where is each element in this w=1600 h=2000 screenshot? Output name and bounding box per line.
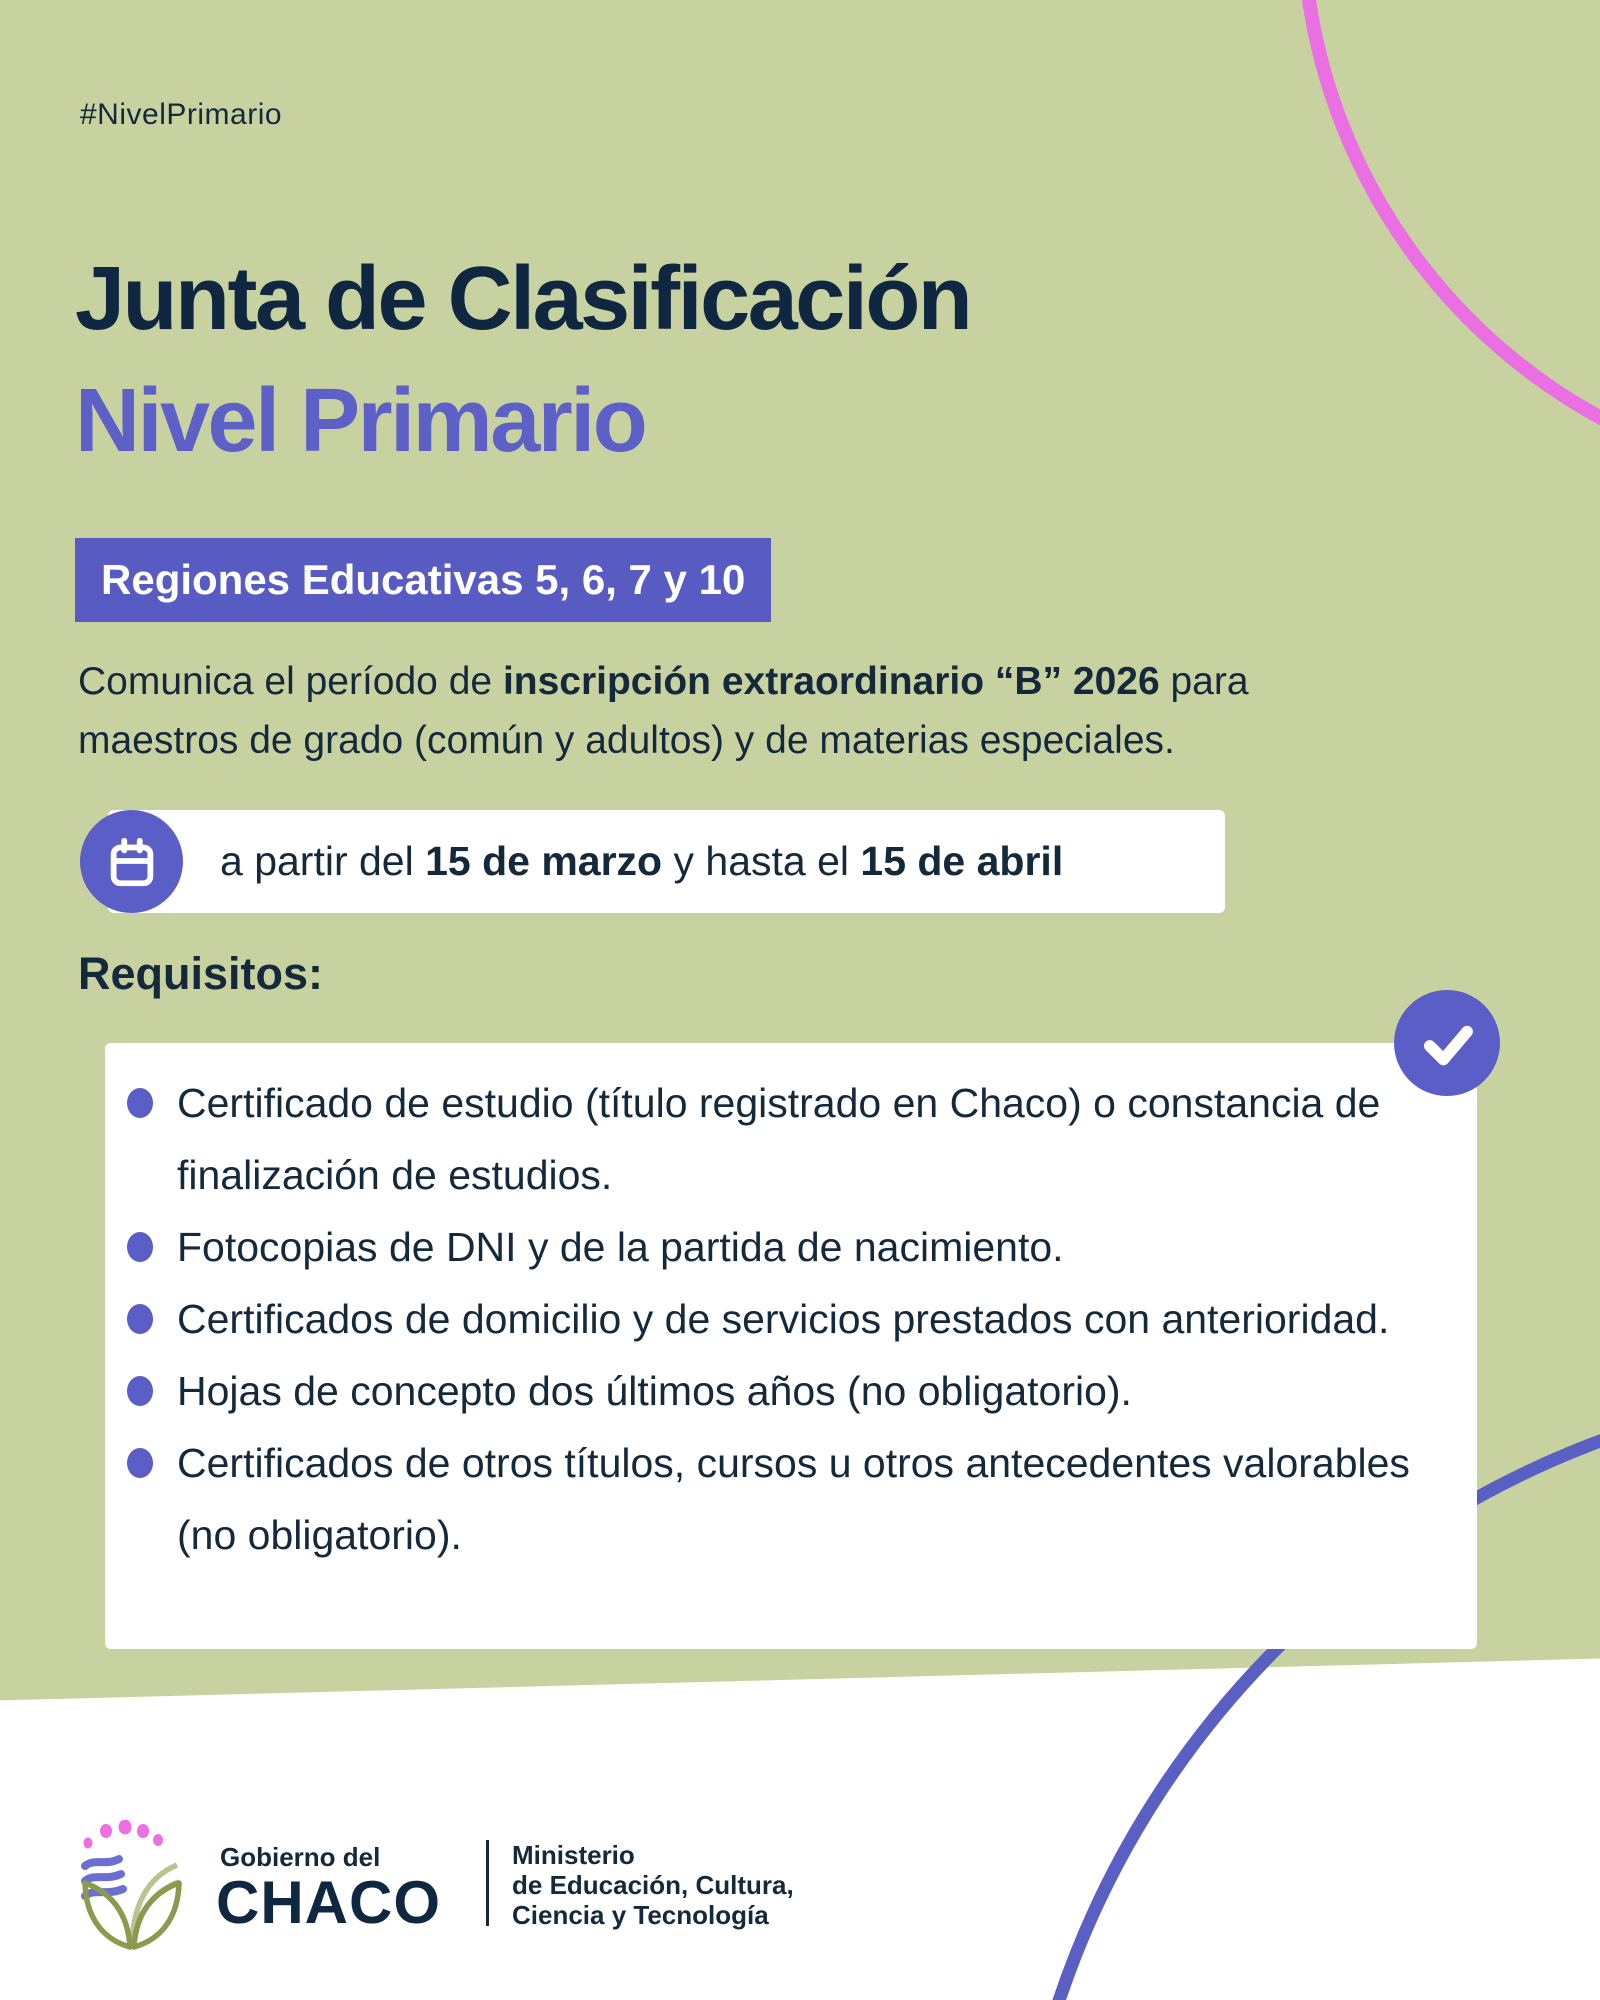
ministry-line-1: Ministerio [512,1840,635,1870]
list-item-text: Certificados de otros títulos, cursos u otros antecedentes valorables (no obligatorio). [177,1440,1410,1558]
government-name: CHACO [216,1869,441,1936]
ministry-line-2: de Educación, Cultura, [512,1870,794,1900]
requirements-heading: Requisitos: [78,948,324,999]
ministry-line-3: Ciencia y Tecnología [512,1900,769,1930]
footer-divider [486,1840,489,1926]
calendar-icon [80,810,183,913]
list-item [127,1427,1447,1571]
date-end: 15 de abril [860,838,1064,884]
intro-pre: Comunica el período de [78,660,503,703]
checkmark-icon [1394,990,1500,1096]
date-start: 15 de marzo [425,838,663,884]
requirements-card [105,1043,1477,1649]
bullet-dot-icon [127,1232,153,1262]
date-banner-text [220,810,1063,913]
page-title [75,238,970,482]
intro-paragraph [78,652,1328,770]
bullet-dot-icon [127,1448,153,1478]
title-line-1: Junta de Clasificación [75,249,971,349]
list-item [127,1211,1447,1283]
footer-logo-block [78,1818,878,1988]
list-item-text: Fotocopias de DNI y de la partida de nacimiento. [177,1224,1064,1270]
requirements-list [105,1043,1477,1571]
intro-post: para maestros de grado (común y adultos) y de materias especiales. [78,660,1249,762]
bullet-dot-icon [127,1376,153,1406]
date-mid: y hasta el [662,838,861,884]
regions-badge: Regiones Educativas 5, 6, 7 y 10 [75,538,771,622]
list-item [127,1355,1447,1427]
list-item-text: Certificado de estudio (título registrado en Chaco) o constancia de finalización de estudios. [177,1080,1381,1198]
hashtag-label: #NivelPrimario [80,98,283,131]
title-line-2: Nivel Primario [75,371,646,471]
bullet-dot-icon [127,1304,153,1334]
list-item-text: Hojas de concepto dos últimos años (no obligatorio). [177,1368,1132,1414]
date-pre: a partir del [220,838,426,884]
pink-circle-decoration [1296,0,1600,494]
government-label: Gobierno del [220,1842,381,1872]
bullet-dot-icon [127,1088,153,1118]
list-item [127,1283,1447,1355]
chaco-logo-icon [78,1820,184,1955]
list-item [127,1067,1447,1211]
list-item-text: Certificados de domicilio y de servicios prestados con anterioridad. [177,1296,1390,1342]
ministry-label [512,1840,794,1930]
intro-bold: inscripción extraordinario “B” 2026 [502,660,1160,703]
date-banner [80,810,1225,913]
